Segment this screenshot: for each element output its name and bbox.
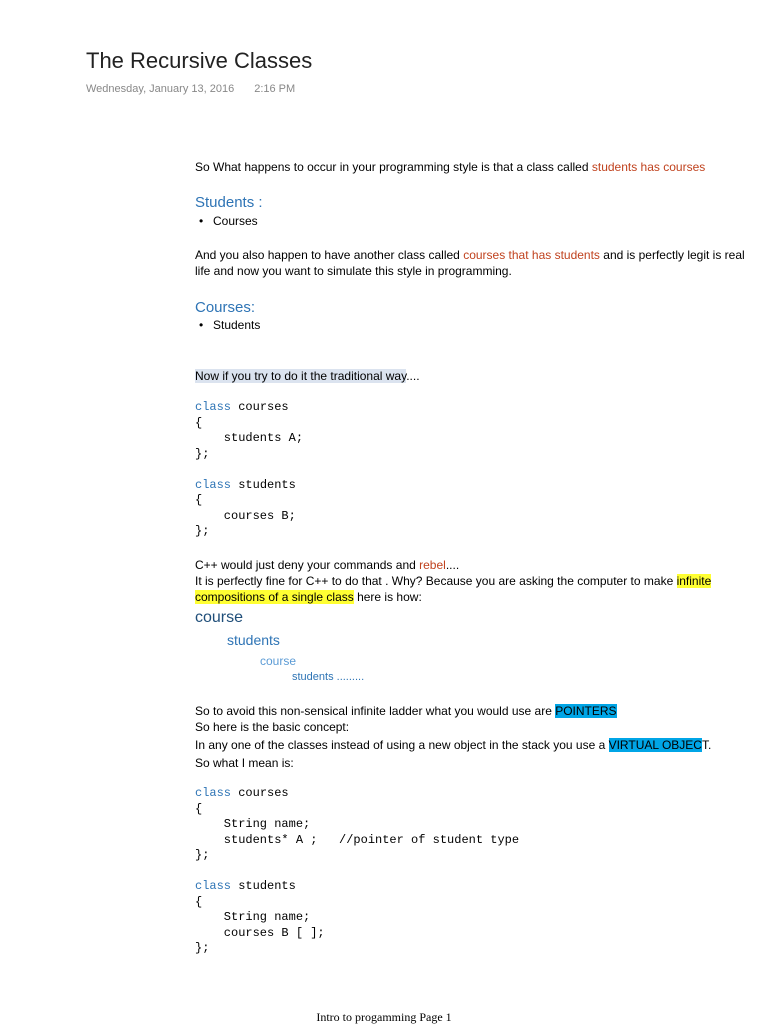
- intro-paragraph: [195, 159, 705, 175]
- any-highlight: VIRTUAL OBJEC: [608, 738, 702, 752]
- fine-highlight-1: infinite: [676, 574, 712, 588]
- code-line: };: [195, 524, 210, 538]
- intro-red-text: students has courses: [591, 160, 706, 174]
- code-line: };: [195, 848, 210, 862]
- courses-bullet-item: • Students: [213, 318, 260, 332]
- students-heading: Students :: [195, 194, 263, 211]
- ladder-level-4: students .........: [292, 671, 365, 683]
- code-keyword: class: [195, 400, 232, 414]
- page-footer: Intro to progamming Page 1: [316, 1010, 452, 1024]
- code-line: courses B;: [195, 508, 296, 523]
- traditional-highlight: Now if you try to do it the traditional way: [195, 369, 407, 383]
- code-keyword: class: [195, 879, 232, 893]
- ladder-level-3: course: [260, 654, 297, 668]
- deny-red-text: rebel: [419, 558, 446, 572]
- also-red-text: courses that has students: [463, 248, 600, 262]
- ladder-level-2: students: [227, 632, 280, 648]
- deny-paragraph: [195, 557, 459, 573]
- also-text: And you also happen to have another class called: [195, 248, 464, 262]
- also-text-post: and is perfectly legit is real: [599, 248, 745, 262]
- code-line: String name;: [195, 910, 311, 924]
- fine-text: It is perfectly fine for C++ to do that . Why? Because you are asking the computer to make: [195, 574, 677, 588]
- code-block-1: [195, 400, 303, 540]
- deny-dots: ....: [445, 558, 460, 572]
- any-paragraph: [195, 737, 711, 753]
- page-datetime: [86, 83, 295, 95]
- code-block-2: [195, 786, 519, 957]
- code-line: String name;: [195, 817, 311, 831]
- code-line: };: [195, 446, 210, 461]
- avoid-paragraph: [195, 703, 617, 719]
- students-bullet-item: • Courses: [213, 214, 258, 228]
- code-line: students* A ; //pointer of student type: [195, 832, 520, 847]
- avoid-highlight: POINTERS: [555, 704, 617, 718]
- code-line: {: [195, 493, 203, 507]
- ladder-level-1: course: [195, 609, 244, 626]
- basic-paragraph: So here is the basic concept:: [195, 720, 350, 734]
- code-line: {: [195, 894, 203, 909]
- fine-paragraph-line2: [195, 589, 422, 605]
- intro-text: So What happens to occur in your programming style is that a class called: [195, 160, 592, 174]
- code-line: students: [231, 879, 296, 893]
- code-keyword: class: [195, 477, 232, 492]
- code-keyword: class: [195, 786, 232, 800]
- code-line: students: [231, 477, 296, 492]
- mean-paragraph: So what I mean is:: [195, 756, 294, 770]
- also-paragraph-line2: life and now you want to simulate this style in programming.: [195, 264, 512, 278]
- page-time: 2:16 PM: [254, 83, 296, 95]
- code-line: {: [195, 415, 203, 430]
- traditional-dots: ....: [406, 369, 420, 383]
- fine-paragraph: [195, 573, 711, 589]
- code-line: courses B [ ];: [195, 925, 325, 940]
- code-line: courses: [231, 400, 289, 414]
- fine-highlight-2: compositions of a single class: [195, 590, 354, 604]
- code-line: };: [195, 941, 210, 955]
- also-paragraph: [195, 247, 745, 263]
- code-line: students A;: [195, 431, 304, 445]
- page-title: The Recursive Classes: [86, 48, 313, 73]
- traditional-paragraph: [195, 368, 420, 384]
- page-date: Wednesday, January 13, 2016: [86, 83, 235, 95]
- any-text-post: T.: [701, 738, 712, 752]
- code-line: {: [195, 801, 203, 816]
- code-line: courses: [231, 786, 289, 800]
- fine-text-post: here is how:: [353, 590, 422, 604]
- any-text: In any one of the classes instead of using a new object in the stack you use a: [195, 738, 609, 752]
- deny-text: C++ would just deny your commands and: [195, 558, 420, 572]
- avoid-text: So to avoid this non-sensical infinite ladder what you would use are: [195, 704, 556, 718]
- courses-heading: Courses:: [195, 299, 256, 316]
